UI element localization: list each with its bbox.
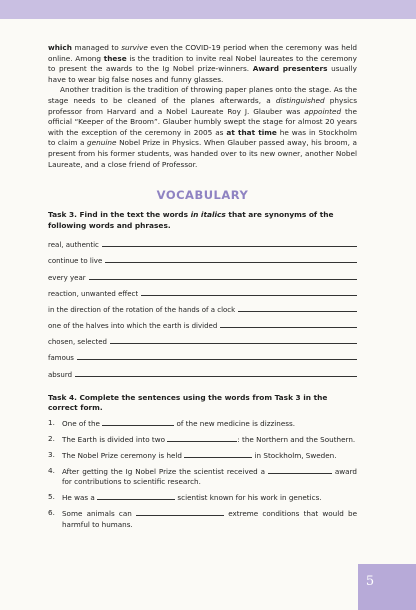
answer-blank[interactable]: [97, 492, 175, 500]
italic-word: survive: [121, 43, 148, 52]
answer-blank[interactable]: [102, 418, 174, 426]
answer-line[interactable]: [238, 311, 357, 312]
vocab-item: one of the halves into which the earth is divided: [48, 314, 357, 330]
bold-word: which: [48, 43, 72, 52]
page-number-tab: [358, 564, 416, 610]
sentence-item: 2. The Earth is divided into two : the Northern and the Southern.: [48, 434, 356, 445]
vocab-item: real, authentic: [48, 233, 357, 249]
vocab-item: every year: [48, 265, 357, 281]
page-number: 5: [365, 574, 375, 589]
vocab-item: chosen, selected: [48, 330, 357, 346]
answer-line[interactable]: [105, 262, 357, 263]
sentence-item: 1. One of the of the new medicine is dizziness.: [48, 418, 296, 429]
sentence-item: 5. He was a scientist known for his work in genetics.: [48, 492, 322, 503]
sentence-item: 4. After getting the Ig Nobel Prize the scientist received a award for contributions to scientific research.: [48, 466, 357, 487]
task-3: [48, 210, 357, 379]
bold-word: these: [103, 53, 127, 63]
vocab-item: reaction, unwanted effect: [48, 282, 357, 298]
section-title: VOCABULARY: [156, 188, 249, 203]
vocab-item: famous: [48, 346, 357, 362]
answer-blank[interactable]: [167, 434, 237, 442]
paragraph-2: Another tradition is the tradition of throwing paper planes onto the stage. As the stage needs to be cleaned of the planes afterwards, a distinguished physics professor from Harvard and a Nobel Laureate Roy J. Glauber was appointed the official “Keeper of the Broom”. Glauber humbly swept the stage for almost 20 years with the exception of the ceremony in 2005 as at that time he was in Stockholm to claim a genuine Nobel Prize in Physics. When Glauber passed away, his broom, a present from his former students, was handed over to its new owner, another Nobel Laureate, and a close friend of Professor.: [48, 85, 357, 169]
answer-blank[interactable]: [184, 450, 252, 458]
answer-line[interactable]: [75, 376, 357, 377]
answer-line[interactable]: [89, 279, 357, 280]
answer-line[interactable]: [102, 246, 357, 247]
vocab-item: continue to live: [48, 249, 357, 265]
answer-blank[interactable]: [268, 466, 332, 474]
task-4-title: Task 4. Complete the sentences using the words from Task 3 in the correct form.: [48, 392, 328, 413]
italic-word: distinguished: [275, 95, 325, 105]
sentence-item: 3. The Nobel Prize ceremony is held in Stockholm, Sweden.: [48, 450, 337, 461]
answer-blank[interactable]: [136, 508, 224, 516]
vocab-item: in the direction of the rotation of the hands of a clock: [48, 298, 357, 314]
answer-line[interactable]: [220, 327, 357, 328]
answer-line[interactable]: [110, 343, 357, 344]
bold-word: at that time: [226, 127, 277, 137]
task-4: [48, 393, 357, 530]
answer-line[interactable]: [77, 359, 357, 360]
bold-word: Award presenters: [252, 64, 328, 74]
page: [0, 19, 416, 610]
reading-text: [48, 43, 357, 170]
header-band: [0, 0, 416, 19]
answer-line[interactable]: [141, 295, 357, 296]
task-3-title: Task 3. Find in the text the words in italics that are synonyms of the following words and phrases.: [48, 210, 334, 230]
italic-word: genuine: [87, 138, 117, 148]
paragraph-1: which managed to survive even the COVID-19 period when the ceremony was held online. Among these is the tradition to invite real Nobel laureates to the ceremony to present the awards to the Ig Nobel prize-winners. Award presenters usually have to wear big false noses and funny glasses.: [48, 43, 357, 84]
italic-word: appointed: [304, 106, 342, 116]
vocab-item: absurd: [48, 362, 357, 378]
sentence-item: 6. Some animals can extreme conditions that would be harmful to humans.: [48, 508, 357, 529]
page-content: [48, 43, 357, 530]
